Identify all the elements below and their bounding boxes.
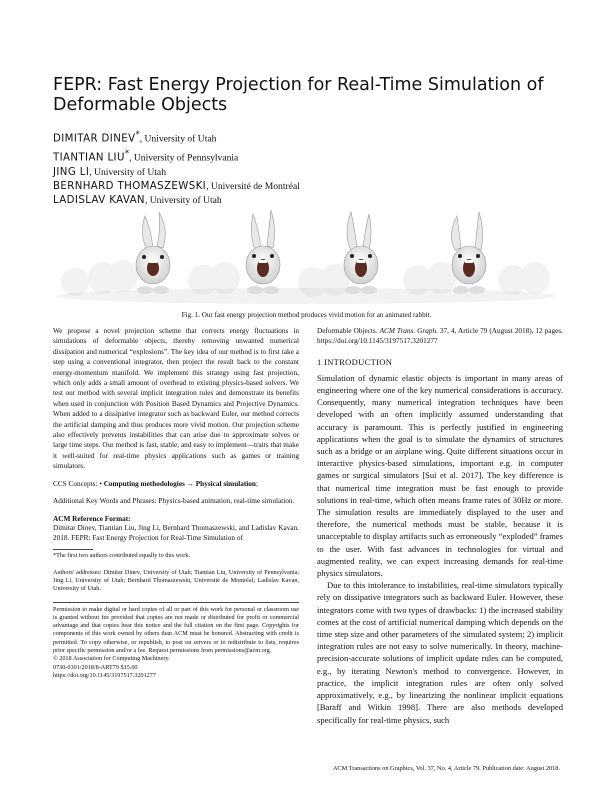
acm-reference-continued <box>317 326 563 347</box>
author-affiliation: , University of Utah <box>89 166 166 178</box>
author-name: BERNHARD THOMASZEWSKI <box>53 181 207 192</box>
keywords: Additional Key Words and Phrases: Physics-based animation, real-time simulation. <box>53 497 295 506</box>
author-affiliation: , University of Utah <box>139 133 217 145</box>
author-name: DIMITAR DINEV <box>53 133 136 145</box>
author-affiliation: , University of Utah <box>144 195 222 207</box>
ccs-label: CCS Concepts: • <box>53 479 102 488</box>
intro-paragraph-2: Due to this intolerance to instabilities, real-time simulators typically rely on dissipative integrators such as backward Euler. However, these integrators come with two types of drawbacks: 1) the increased stability comes at the cost of artificial numerical damping which depends on the time step size and other parameters of the simulated system; 2) implicit integration rules are not easy to solve numerically. In theory, machine-precision-accurate solutions of implicit update rules can be computed, e.g., by iterating Newton's method to convergence. However, in practice, the implicit integration rules are often only solved approximatively, e.g., by linearizing the nonlinear implicit equations [Baraff and Witkin 1998]. There are also methods developed specifically for real-time physics, such <box>317 580 563 725</box>
rabbit-pose-4 <box>451 212 486 294</box>
author-addresses: Authors' addresses: Dimitar Dinev, University of Utah; Tiantian Liu, University of Pennsylvania; Jing Li, University of Utah; Bernhard Thomaszewski, Université de Montréal; Ladislav Kavan, University of Utah. <box>53 568 299 593</box>
rabbit-pose-2 <box>246 210 280 294</box>
doi-link: https://doi.org/10.1145/3197517.3201277 <box>53 671 156 679</box>
right-column <box>317 326 563 726</box>
rabbit-pose-1 <box>136 212 170 294</box>
author-name: JING LI <box>53 166 90 178</box>
figure-caption: Fig. 1. Our fast energy projection method produces vivid motion for an animated rabbit. <box>181 311 432 319</box>
author-affiliation: , Université de Montréal <box>206 181 300 192</box>
author-name: LADISLAV KAVAN <box>53 195 145 207</box>
author-affiliation: , University of Pennsylvania <box>129 152 239 164</box>
section-heading-introduction: 1 INTRODUCTION <box>317 356 393 367</box>
acm-reference-text: Dimitar Dinev, Tiantian Liu, Jing Li, Bernhard Thomaszewski, and Ladislav Kavan. 2018. FEPR: Fast Energy Projection for Real-Time Simulation of <box>53 523 299 542</box>
acm-reference-continued-plain: Deformable Objects. <box>317 327 380 335</box>
footnote-divider <box>53 549 93 550</box>
author-mark: * <box>135 130 140 140</box>
author-1 <box>53 128 563 147</box>
acm-reference-heading: ACM Reference Format: <box>53 514 131 523</box>
author-2 <box>53 147 563 166</box>
author-name: TIANTIAN LIU <box>53 152 125 164</box>
author-4 <box>53 180 563 194</box>
paper-title: FEPR: Fast Energy Projection for Real-Time Simulation of Deformable Objects <box>53 75 544 115</box>
copyright: © 2018 Association for Computing Machinery. <box>53 655 170 663</box>
ccs-concepts <box>53 479 299 489</box>
intro-paragraph-1: Simulation of dynamic elastic objects is important in many areas of engineering where one of the key numerical considerations is accuracy. Consequently, many numerical integration techniques have been developed with an often implicitly assumed understanding that accuracy is paramount. This is perfectly justified in engineering applications when the goal is to simulate the dynamics of structures such as a bridge or an airplane wing. Quite different situations occur in interactive physics-based simulations, important e.g. in computer games or surgical simulators [Sui et al. 2017]. The key difference is that numerical time integration must be fast enough to provide solutions in real-time, which often means frame rates of 30Hz or more. The simulation results are immediately displayed to the user and therefore, the numerical methods must be stable, because it is unacceptable to display artifacts such as erroneously “exploded” frames to the user. With fast advances in technologies for virtual and augmented reality, we can expect increasing demands for real-time physics simulators. <box>317 372 563 579</box>
abstract: We propose a novel projection scheme that corrects energy fluctuations in simulations of deformable objects, thereby removing unwanted numerical dissipation and numerical “explosions”. The key idea of our method is to first take a step using a conventional integrator, then project the result back to the constant energy-momentum manifold. We implement this strategy using fast projection, which only adds a small amount of overhead to existing physics-based solvers. We test our method with several implicit integration rules and demonstrate its benefits when used in conjunction with Position Based Dynamics and Projective Dynamics. When added to a dissipative integrator such as backward Euler, our method corrects the artificial damping and thus produces more vivid motion. Our projection scheme also effectively prevents instabilities that can arise due to approximate solves or large time steps. Our method is fast, stable, and easy to implement—traits that make it well-suited for real-time physics applications such as games or training simulators. <box>53 327 299 471</box>
author-list <box>53 128 563 209</box>
permission-notice: Permission to make digital or hard copies of all or part of this work for personal or classroom use is granted without fee provided that copies are not made or distributed for profit or commercial advantage and that copies bear this notice and the full citation on the first page. Copyrights for components of this work owned by others than ACM must be honored. Abstracting with credit is permitted. To copy otherwise, or republish, to post on servers or to redistribute to lists, requires prior specific permission and/or a fee. Request permissions from permissions@acm.org. <box>53 605 299 654</box>
author-3 <box>53 166 563 180</box>
acm-reference-continued-rest: 37, 4, Article 79 (August 2018), 12 pages. https://doi.org/10.1145/3197517.3201277 <box>317 327 563 346</box>
permission-divider <box>53 602 299 603</box>
page-footer: ACM Transactions on Graphics, Vol. 37, No. 4, Article 79. Publication date: August 2018. <box>332 765 560 772</box>
ccs-end: ; <box>255 479 258 488</box>
teaser-figure <box>53 210 560 306</box>
author-5 <box>53 194 563 208</box>
acm-reference-journal: ACM Trans. Graph. <box>379 327 438 335</box>
rabbit-animation-image <box>53 210 560 306</box>
issn: 0730-0301/2018/8-ART79 $15.00 <box>53 663 138 671</box>
author-mark: * <box>124 148 130 159</box>
left-column <box>53 326 299 680</box>
footnote: *The first two authors contributed equally to this work. <box>53 552 190 560</box>
ccs-term: Computing methodologies → Physical simulation <box>103 479 256 488</box>
